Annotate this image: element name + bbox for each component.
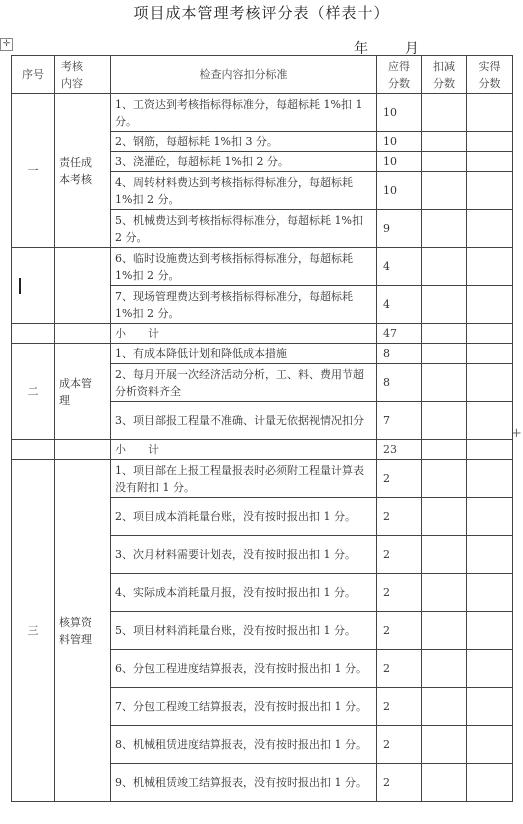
criteria-cell[interactable]: 3、次月材料需要计划表，没有按时报出扣 1 分。 (111, 536, 377, 574)
blank-cell (12, 440, 55, 460)
year-label: 年 (354, 41, 368, 57)
actual-score-cell[interactable] (467, 498, 513, 536)
table-move-handle-icon[interactable]: ✛ (0, 38, 13, 51)
deduct-score-cell[interactable] (422, 688, 467, 726)
criteria-cell[interactable]: 7、分包工程竣工结算报表，没有按时报出扣 1 分。 (111, 688, 377, 726)
actual-score-cell[interactable] (467, 286, 513, 324)
should-score-cell[interactable]: 2 (377, 574, 422, 612)
should-score-cell[interactable]: 8 (377, 344, 422, 364)
actual-score-cell[interactable] (467, 152, 513, 172)
header-deduct-score: 扣减 分数 (422, 56, 467, 94)
should-score-cell[interactable]: 4 (377, 248, 422, 286)
actual-score-cell[interactable] (467, 344, 513, 364)
should-score-cell[interactable]: 2 (377, 764, 422, 802)
header-item: 考核 内容 (55, 56, 111, 94)
header-row (12, 56, 513, 94)
group-seq-blank (12, 248, 55, 324)
blank-cell (55, 440, 111, 460)
blank-cell (55, 324, 111, 344)
deduct-score-cell[interactable] (422, 402, 467, 440)
deduct-score-cell[interactable] (422, 132, 467, 152)
criteria-cell[interactable]: 6、分包工程进度结算报表，没有按时报出扣 1 分。 (111, 650, 377, 688)
page-title: 项目成本管理考核评分表（样表十） (133, 4, 390, 22)
table-row (12, 324, 513, 344)
month-label: 月 (404, 41, 419, 57)
actual-score-cell[interactable] (467, 132, 513, 152)
blank-cell (12, 324, 55, 344)
criteria-cell[interactable]: 8、机械租赁进度结算报表，没有按时报出扣 1 分。 (111, 726, 377, 764)
should-score-cell[interactable]: 2 (377, 612, 422, 650)
criteria-cell[interactable]: 1、工资达到考核指标得标准分，每超标耗 1%扣 1 分。 (111, 94, 377, 132)
group-seq: 三 (12, 460, 55, 802)
criteria-cell[interactable]: 1、项目部在上报工程量报表时必须附工程量计算表没有附扣 1 分。 (111, 460, 377, 498)
group-seq: 二 (12, 344, 55, 440)
deduct-score-cell[interactable] (422, 324, 467, 344)
deduct-score-cell[interactable] (422, 152, 467, 172)
actual-score-cell[interactable] (467, 364, 513, 402)
deduct-score-cell[interactable] (422, 764, 467, 802)
deduct-score-cell[interactable] (422, 210, 467, 248)
subtotal-label: 小 计 (111, 324, 377, 344)
actual-score-cell[interactable] (467, 460, 513, 498)
actual-score-cell[interactable] (467, 172, 513, 210)
group-name: 成本管 理 (55, 344, 111, 440)
criteria-cell[interactable]: 2、项目成本消耗量台账，没有按时报出扣 1 分。 (111, 498, 377, 536)
deduct-score-cell[interactable] (422, 344, 467, 364)
deduct-score-cell[interactable] (422, 94, 467, 132)
criteria-cell[interactable]: 7、现场管理费达到考核指标得标准分，每超标耗 1%扣 2 分。 (111, 286, 377, 324)
actual-score-cell[interactable] (467, 650, 513, 688)
subtotal-label: 小 计 (111, 440, 377, 460)
deduct-score-cell[interactable] (422, 498, 467, 536)
subtotal-value[interactable]: 23 (377, 440, 422, 460)
deduct-score-cell[interactable] (422, 460, 467, 498)
deduct-score-cell[interactable] (422, 536, 467, 574)
table-row (12, 248, 513, 286)
table-row (12, 440, 513, 460)
table-row (12, 460, 513, 498)
header-criteria: 检查内容扣分标准 (111, 56, 377, 94)
deduct-score-cell[interactable] (422, 574, 467, 612)
should-score-cell[interactable]: 4 (377, 286, 422, 324)
add-column-plus-icon[interactable]: + (511, 426, 522, 441)
subtotal-value[interactable]: 47 (377, 324, 422, 344)
criteria-cell[interactable]: 4、周转材料费达到考核指标得标准分，每超标耗 1%扣 2 分。 (111, 172, 377, 210)
should-score-cell[interactable]: 7 (377, 402, 422, 440)
actual-score-cell[interactable] (467, 248, 513, 286)
deduct-score-cell[interactable] (422, 726, 467, 764)
actual-score-cell[interactable] (467, 402, 513, 440)
criteria-cell[interactable]: 1、有成本降低计划和降低成本措施 (111, 344, 377, 364)
deduct-score-cell[interactable] (422, 364, 467, 402)
should-score-cell[interactable]: 10 (377, 94, 422, 132)
should-score-cell[interactable]: 8 (377, 364, 422, 402)
should-score-cell[interactable]: 9 (377, 210, 422, 248)
criteria-cell[interactable]: 9、机械租赁竣工结算报表，没有按时报出扣 1 分。 (111, 764, 377, 802)
criteria-cell[interactable]: 3、项目部报工程量不准确、计量无依据视情况扣分 (111, 402, 377, 440)
should-score-cell[interactable]: 10 (377, 152, 422, 172)
should-score-cell[interactable]: 2 (377, 650, 422, 688)
criteria-cell[interactable]: 2、每月开展一次经济活动分析，工、料、费用节超分析资料齐全 (111, 364, 377, 402)
should-score-cell[interactable]: 2 (377, 688, 422, 726)
should-score-cell[interactable]: 2 (377, 498, 422, 536)
score-table (11, 55, 513, 802)
actual-score-cell[interactable] (467, 536, 513, 574)
header-should-score: 应得 分数 (377, 56, 422, 94)
criteria-cell[interactable]: 3、浇灌砼，每超标耗 1%扣 2 分。 (111, 152, 377, 172)
group-seq: 一 (12, 94, 55, 248)
should-score-cell[interactable]: 10 (377, 132, 422, 152)
group-name-blank (55, 248, 111, 324)
group-name: 核算资 料管理 (55, 460, 111, 802)
header-seq: 序号 (12, 56, 55, 94)
actual-score-cell[interactable] (467, 210, 513, 248)
deduct-score-cell[interactable] (422, 286, 467, 324)
deduct-score-cell[interactable] (422, 440, 467, 460)
actual-score-cell[interactable] (467, 688, 513, 726)
actual-score-cell[interactable] (467, 324, 513, 344)
actual-score-cell[interactable] (467, 726, 513, 764)
actual-score-cell[interactable] (467, 764, 513, 802)
should-score-cell[interactable]: 10 (377, 172, 422, 210)
criteria-cell[interactable]: 5、项目材料消耗量台账，没有按时报出扣 1 分。 (111, 612, 377, 650)
table-row (12, 344, 513, 364)
deduct-score-cell[interactable] (422, 612, 467, 650)
deduct-score-cell[interactable] (422, 248, 467, 286)
actual-score-cell[interactable] (467, 94, 513, 132)
should-score-cell[interactable]: 2 (377, 460, 422, 498)
header-actual-score: 实得 分数 (467, 56, 513, 94)
should-score-cell[interactable]: 2 (377, 726, 422, 764)
deduct-score-cell[interactable] (422, 172, 467, 210)
criteria-cell[interactable]: 4、实际成本消耗量月报，没有按时报出扣 1 分。 (111, 574, 377, 612)
criteria-cell[interactable]: 2、钢筋，每超标耗 1%扣 3 分。 (111, 132, 377, 152)
criteria-cell[interactable]: 6、临时设施费达到考核指标得标准分，每超标耗 1%扣 2 分。 (111, 248, 377, 286)
actual-score-cell[interactable] (467, 440, 513, 460)
criteria-cell[interactable]: 5、机械费达到考核指标得标准分，每超标耗 1%扣 2 分。 (111, 210, 377, 248)
should-score-cell[interactable]: 2 (377, 536, 422, 574)
actual-score-cell[interactable] (467, 574, 513, 612)
actual-score-cell[interactable] (467, 612, 513, 650)
table-row (12, 94, 513, 132)
group-name: 责任成 本考核 (55, 94, 111, 248)
deduct-score-cell[interactable] (422, 650, 467, 688)
